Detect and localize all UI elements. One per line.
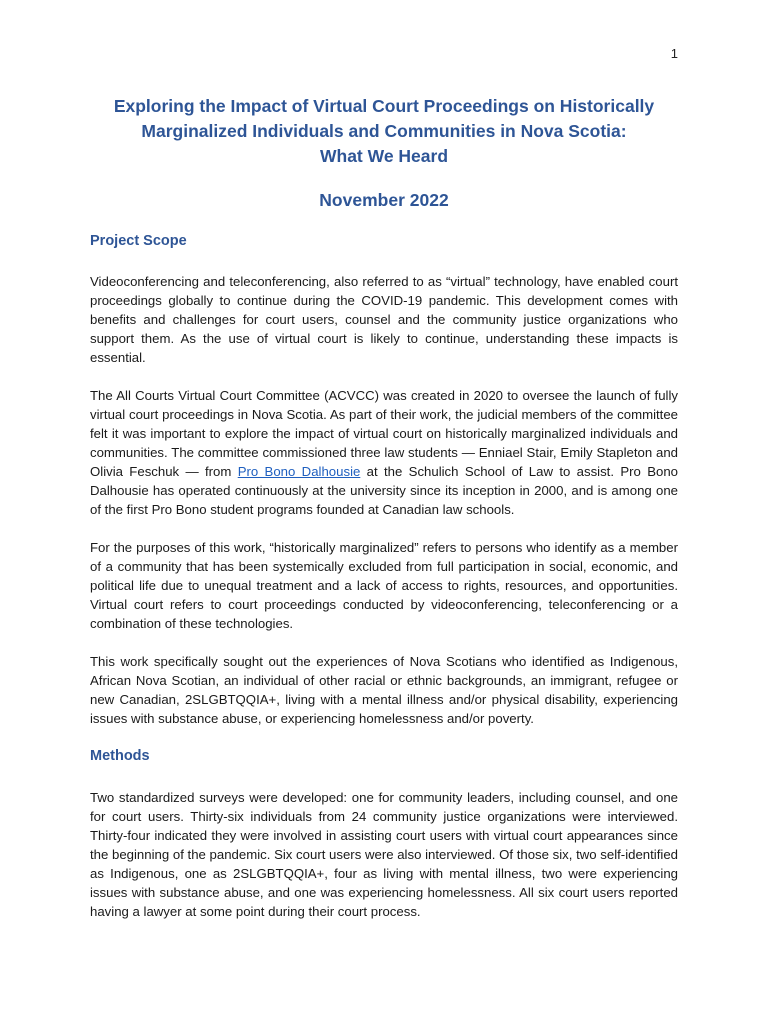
pro-bono-dalhousie-link[interactable]: Pro Bono Dalhousie xyxy=(237,464,361,479)
methods-heading: Methods xyxy=(90,748,150,764)
title-line-1: Exploring the Impact of Virtual Court Proceedings on Historically xyxy=(113,96,655,116)
paragraph-scope-4: This work specifically sought out the experiences of Nova Scotians who identified as Indigenous, African Nova Scotian, an individual of other racial or ethnic backgrounds, an immigrant, refugee or new Canadian, 2SLGBTQQIA+, living with a mental illness and/or physical disability, experiencing issues with substance abuse, or experiencing homelessness and/or poverty. xyxy=(90,654,678,726)
document-title xyxy=(90,94,678,213)
title-line-3: What We Heard xyxy=(319,146,449,166)
paragraph-scope-2 xyxy=(90,386,678,519)
page-number: 1 xyxy=(670,46,678,61)
project-scope-heading: Project Scope xyxy=(90,233,187,249)
paragraph-scope-3: For the purposes of this work, “historically marginalized” refers to persons who identify as a member of a community that has been systemically excluded from full participation in social, economic, and political life due to unequal treatment and a lack of access to rights, resources, and opportunities. Virtual court refers to court proceedings conducted by videoconferencing, teleconferencing or a combination of these technologies. xyxy=(90,540,678,631)
title-line-2: Marginalized Individuals and Communities in Nova Scotia: xyxy=(141,121,627,141)
paragraph-text: The All Courts Virtual Court Committee (ACVCC) was created in 2020 to oversee the launch of fully virtual court proceedings in Nova Scotia. As part of their work, the judicial members of the committee felt it was important to explore the impact of virtual court on historically marginalized individuals and communities. The committee commissioned three law students — Enniael Stair, Emily Stapleton and Olivia Feschuk — from xyxy=(90,388,678,479)
paragraph-scope-1: Videoconferencing and teleconferencing, also referred to as “virtual” technology, have enabled court proceedings globally to continue during the COVID-19 pandemic. This development comes with benefits and challenges for court users, counsel and the community justice organizations who support them. As the use of virtual court is likely to continue, understanding these impacts is essential. xyxy=(90,274,678,365)
document-date: November 2022 xyxy=(319,190,449,210)
paragraph-methods-1: Two standardized surveys were developed: one for community leaders, including counsel, and one for court users. Thirty-six individuals from 24 community justice organizations were interviewed. Thirty-four indicated they were involved in assisting court users with virtual court appearances since the beginning of the pandemic. Six court users were also interviewed. Of those six, two self-identified as Indigenous, one as 2SLGBTQQIA+, four as living with mental illness, two were experiencing issues with substance abuse, and one was experiencing homelessness. All six court users reported having a lawyer at some point during their court process. xyxy=(90,790,678,919)
paragraph-text: at the Schulich School of Law to assist. Pro Bono Dalhousie has operated continuously at the university since its inception in 2000, and is among one of the first Pro Bono student programs founded at Canadian law schools. xyxy=(90,464,678,517)
